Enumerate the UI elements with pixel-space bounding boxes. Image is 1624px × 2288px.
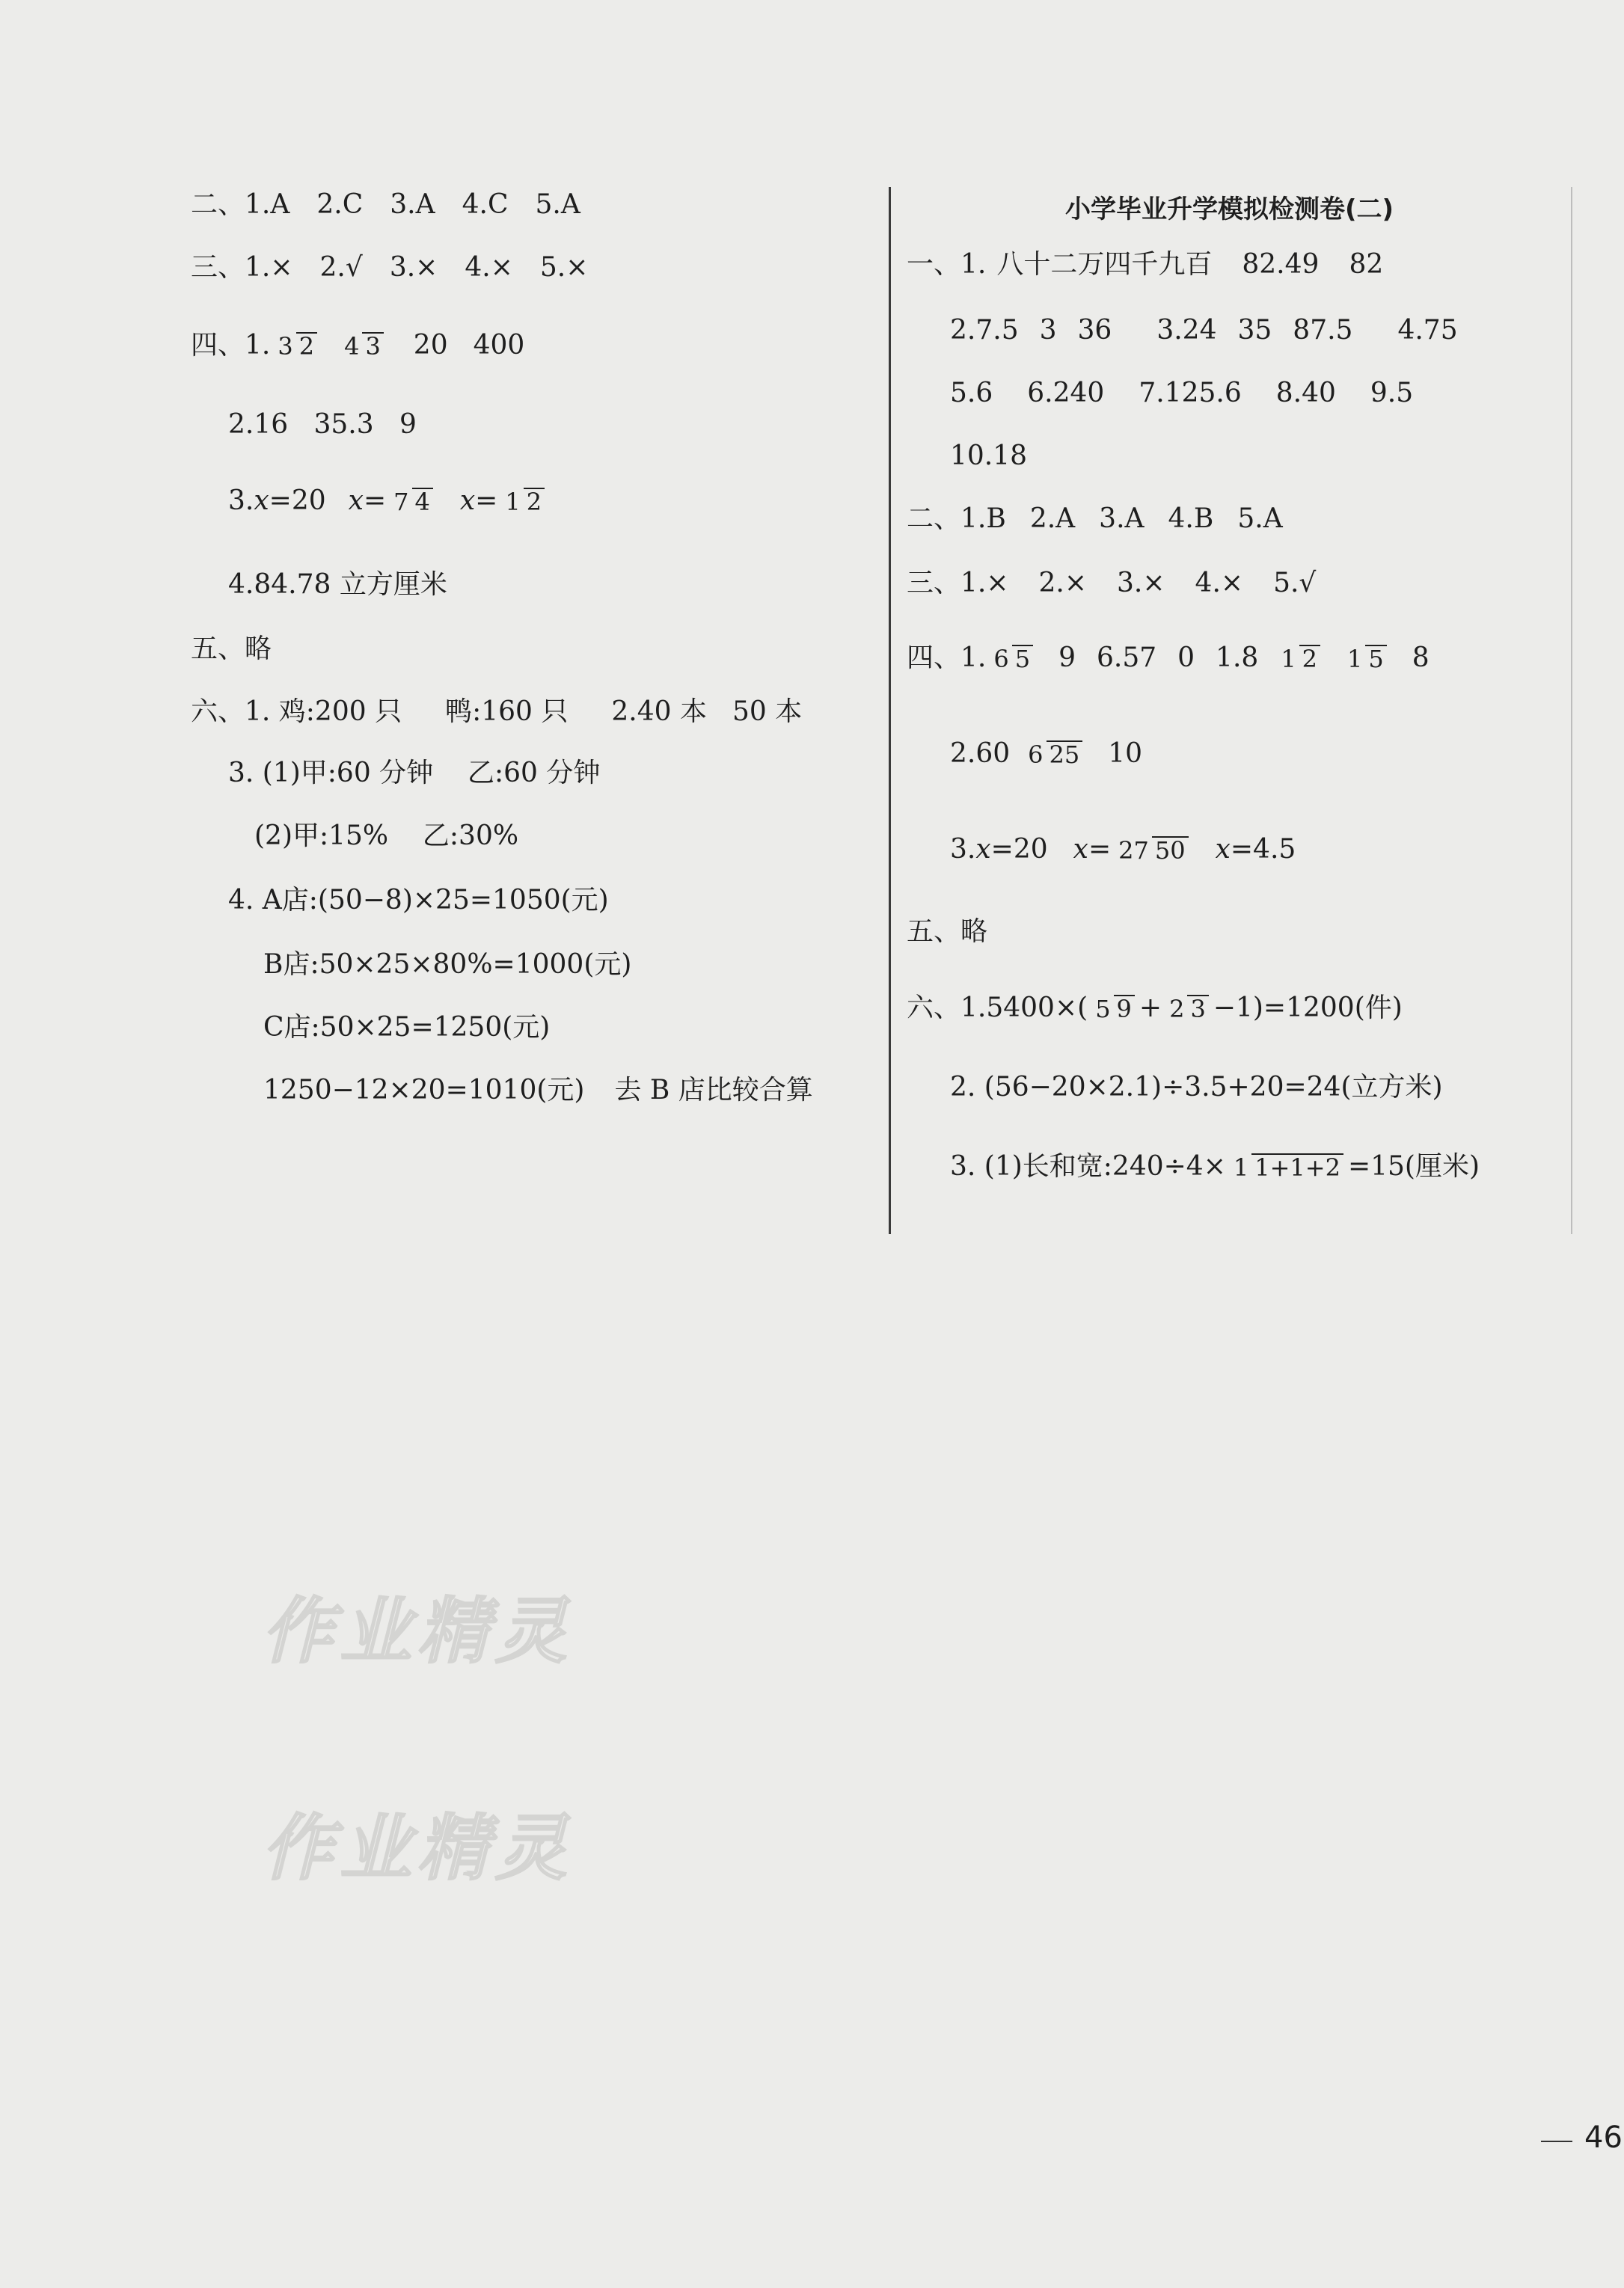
variable: x bbox=[254, 485, 269, 516]
answer: =20 bbox=[269, 485, 326, 516]
answer: 2.√ bbox=[319, 252, 363, 283]
equals: = bbox=[475, 485, 498, 516]
answer: 10 bbox=[1108, 738, 1143, 769]
answer: 87.5 bbox=[1293, 315, 1353, 346]
section-head: 一、1. bbox=[907, 249, 987, 280]
variable: x bbox=[459, 485, 476, 516]
section-head: 四、1. bbox=[907, 642, 987, 673]
answer: 20 bbox=[413, 330, 448, 361]
fraction: 2 3 bbox=[1166, 995, 1209, 1022]
answer: 3.× bbox=[1117, 568, 1165, 598]
equals: = bbox=[363, 485, 387, 516]
answer: 4.× bbox=[465, 252, 513, 283]
calc: =15(厘米) bbox=[1347, 1151, 1480, 1182]
left-section-6-3a: 3. (1)甲:60 分钟 乙:60 分钟 bbox=[228, 758, 601, 788]
left-section-2 bbox=[191, 188, 580, 221]
fraction: 1 1+1+2 bbox=[1231, 1153, 1343, 1180]
answer: 8.40 bbox=[1275, 378, 1336, 408]
section-head: 六、1. 鸡:200 只 bbox=[191, 696, 402, 727]
answer: 35 bbox=[1237, 315, 1272, 346]
left-section-6-3b: (2)甲:15% 乙:30% bbox=[254, 821, 519, 851]
left-section-5: 五、略 bbox=[191, 634, 272, 664]
answer: 2.40 本 bbox=[611, 696, 707, 727]
answer: 1.8 bbox=[1216, 642, 1259, 673]
fraction: 5 9 bbox=[1092, 995, 1135, 1022]
fraction: 7 4 bbox=[390, 488, 433, 515]
variable: x bbox=[1073, 834, 1088, 865]
calc: −1)=1200(件) bbox=[1213, 993, 1403, 1023]
answer: 4.B bbox=[1168, 503, 1214, 534]
left-section-6-4c: C店:50×25=1250(元) bbox=[263, 1012, 551, 1043]
right-section-3 bbox=[907, 567, 1316, 600]
answer: 2.× bbox=[1038, 568, 1088, 598]
answer: 3.A bbox=[1099, 503, 1145, 534]
fraction: 6 25 bbox=[1025, 740, 1082, 767]
left-section-6-4b: B店:50×25×80%=1000(元) bbox=[263, 949, 632, 980]
calc: 六、1.5400×( bbox=[907, 993, 1088, 1023]
page-number-dash bbox=[1541, 2141, 1572, 2142]
calc: 1250−12×20=1010(元) bbox=[263, 1075, 585, 1105]
answer: 4.× bbox=[1195, 568, 1244, 598]
column-divider bbox=[889, 187, 891, 1234]
variable: x bbox=[975, 834, 991, 865]
answer: 50 本 bbox=[732, 696, 803, 727]
left-section-6-4a: 4. A店:(50−8)×25=1050(元) bbox=[228, 885, 609, 915]
answer: 9.5 bbox=[1370, 378, 1414, 408]
answer: 3 bbox=[1039, 315, 1057, 346]
answer: × bbox=[270, 252, 293, 283]
right-section-6-1 bbox=[907, 992, 1403, 1025]
equals: = bbox=[1088, 834, 1112, 865]
right-section-1-2 bbox=[950, 314, 1458, 347]
left-section-6-1 bbox=[191, 696, 802, 729]
watermark: 作业精灵 bbox=[262, 1589, 573, 1673]
page-number: 46 bbox=[1584, 2120, 1623, 2155]
right-section-5: 五、略 bbox=[907, 916, 988, 947]
calc: 3. (1)长和宽:240÷4× bbox=[950, 1151, 1226, 1182]
answer: 9 bbox=[1058, 642, 1076, 673]
left-section-4-4: 4.84.78 立方厘米 bbox=[228, 569, 447, 600]
fraction: 27 50 bbox=[1115, 836, 1188, 863]
answer: 5.√ bbox=[1273, 568, 1317, 598]
label: 3. bbox=[228, 485, 254, 516]
answer: =4.5 bbox=[1230, 834, 1296, 865]
answer: 4.C bbox=[462, 189, 509, 220]
answer: 8 bbox=[1412, 642, 1430, 673]
answer: 5.× bbox=[539, 252, 589, 283]
answer: 2.C bbox=[316, 189, 364, 220]
answer: 6.57 bbox=[1096, 642, 1157, 673]
operator: + bbox=[1139, 993, 1162, 1023]
right-section-1-1 bbox=[907, 248, 1383, 281]
answer: 82.49 bbox=[1242, 249, 1320, 280]
left-section-6-4d bbox=[263, 1074, 813, 1107]
variable: x bbox=[1215, 834, 1231, 865]
right-section-4-1 bbox=[907, 642, 1430, 675]
answer: 3.24 bbox=[1156, 315, 1217, 346]
right-section-1-4: 10.18 bbox=[950, 441, 1028, 471]
conclusion: 去 B 店比较合算 bbox=[614, 1075, 813, 1105]
left-section-4-3 bbox=[228, 485, 549, 518]
edge-rule bbox=[1571, 187, 1572, 1234]
fraction: 1 2 bbox=[502, 488, 545, 515]
answer: A bbox=[270, 189, 290, 220]
answer: 0 bbox=[1177, 642, 1195, 673]
answer: 2.A bbox=[1029, 503, 1076, 534]
answer: 3.× bbox=[389, 252, 438, 283]
answer: 7.125.6 bbox=[1139, 378, 1242, 408]
left-section-4-2: 2.16 35.3 9 bbox=[228, 409, 417, 440]
fraction: 1 2 bbox=[1278, 645, 1320, 672]
watermark: 作业精灵 bbox=[262, 1806, 573, 1890]
answer: 400 bbox=[473, 330, 525, 361]
answer: 5.A bbox=[535, 189, 580, 220]
right-section-6-3 bbox=[950, 1150, 1480, 1183]
fraction: 3 2 bbox=[275, 332, 317, 359]
right-section-2 bbox=[907, 503, 1283, 536]
answer: 5.6 bbox=[950, 378, 993, 408]
answer: 3.A bbox=[390, 189, 435, 220]
answer: 82 bbox=[1349, 249, 1384, 280]
right-section-4-2 bbox=[950, 737, 1142, 770]
label: 3. bbox=[950, 834, 976, 865]
section-head: 二、1. bbox=[191, 189, 271, 220]
right-section-1-3 bbox=[950, 377, 1413, 410]
answer: 5.A bbox=[1237, 503, 1283, 534]
left-section-3 bbox=[191, 251, 588, 284]
answer: 2.60 bbox=[950, 738, 1011, 769]
answer: 2.7.5 bbox=[950, 315, 1019, 346]
answer: =20 bbox=[990, 834, 1048, 865]
answer: 三、1.× bbox=[907, 568, 1009, 598]
right-section-4-3 bbox=[950, 833, 1296, 866]
left-section-4-1 bbox=[191, 329, 524, 362]
answer: 6.240 bbox=[1027, 378, 1105, 408]
fraction: 4 3 bbox=[341, 332, 384, 359]
section-head: 三、1. bbox=[191, 252, 271, 283]
answer: 36 bbox=[1077, 315, 1112, 346]
variable: x bbox=[348, 485, 364, 516]
answer: 八十二万四千九百 bbox=[996, 249, 1213, 280]
section-title: 小学毕业升学模拟检测卷(二) bbox=[1065, 194, 1394, 224]
fraction: 6 5 bbox=[990, 645, 1033, 672]
answer: 鸭:160 只 bbox=[445, 696, 569, 727]
fraction: 1 5 bbox=[1344, 645, 1387, 672]
answer: 二、1.B bbox=[907, 503, 1006, 534]
answer: 4.75 bbox=[1397, 315, 1458, 346]
section-head: 四、1. bbox=[191, 330, 271, 361]
right-section-6-2: 2. (56−20×2.1)÷3.5+20=24(立方米) bbox=[950, 1072, 1443, 1102]
